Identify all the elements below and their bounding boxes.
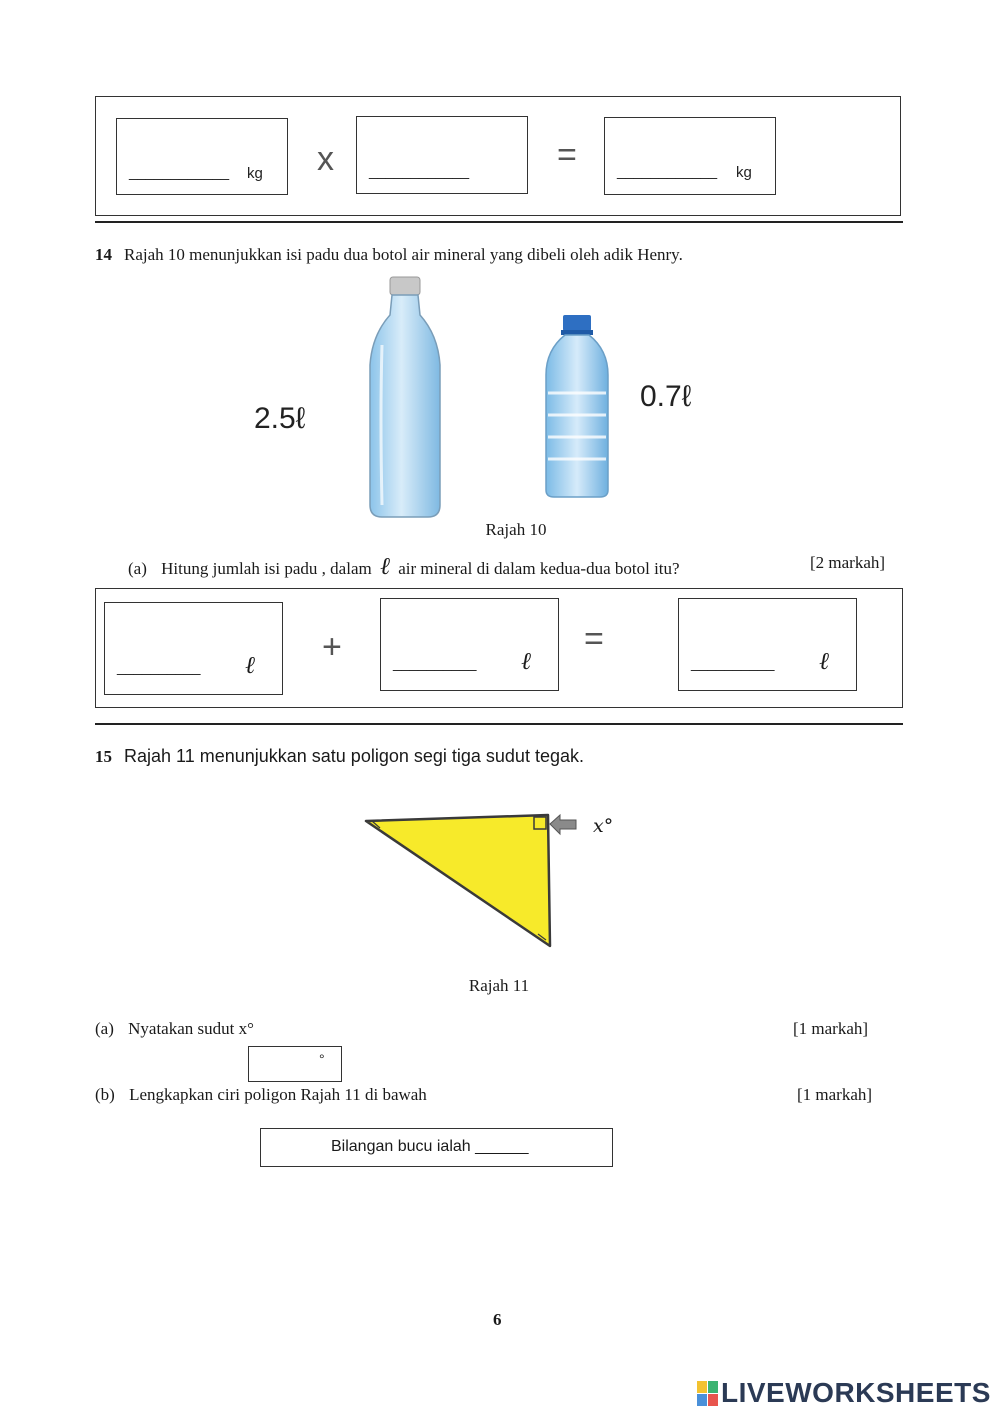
q13-blank2-box[interactable] (356, 116, 528, 194)
q14a-text-before: Hitung jumlah isi padu , dalam (161, 559, 372, 578)
q15a-answer-input[interactable] (248, 1046, 342, 1082)
q14-plus-sign: + (322, 628, 342, 666)
q15-number: 15 (95, 747, 112, 766)
q15b-label: (b) (95, 1085, 115, 1104)
small-bottle-icon (546, 315, 608, 497)
q15b-marks: [1 markah] (797, 1085, 873, 1104)
q14-unit2: ℓ (521, 647, 531, 675)
q14-text: Rajah 10 menunjukkan isi padu dua botol air mineral yang dibeli oleh adik Henry. (124, 245, 683, 264)
q15a-marks: [1 markah] (793, 1019, 869, 1038)
q13-multiply-sign: x (317, 140, 334, 178)
q15a-prompt (95, 1019, 254, 1039)
q14-equals-sign: = (584, 620, 604, 658)
q14-unit3: ℓ (819, 647, 829, 675)
q13-blank2: ____________ (369, 163, 470, 180)
small-bottle-label: 0.7ℓ (640, 380, 692, 413)
q13-unit1: kg (247, 165, 263, 182)
q14-blank2-box[interactable] (380, 598, 559, 691)
q14a-marks: [2 markah] (810, 553, 886, 572)
right-triangle-figure (360, 808, 600, 953)
q14-blank1: __________ (117, 659, 201, 676)
q14-question (95, 245, 683, 265)
q14-number: 14 (95, 245, 112, 264)
page-number: 6 (493, 1310, 502, 1329)
q13-unit3: kg (736, 164, 752, 181)
bottles-illustration (360, 275, 620, 523)
q15a-label: (a) (95, 1019, 114, 1038)
divider-2 (95, 723, 903, 725)
liveworksheets-brand: LIVEWORKSHEETS (721, 1377, 991, 1408)
large-bottle-label: 2.5ℓ (254, 402, 306, 435)
q14a-unit-symbol: ℓ (379, 552, 390, 580)
q14-blank1-box[interactable] (104, 602, 283, 695)
q13-blank1-box[interactable] (116, 118, 288, 195)
q14-blank3-box[interactable] (678, 598, 857, 691)
q14-blank3: __________ (691, 655, 775, 672)
q15b-answer-box[interactable] (260, 1128, 613, 1167)
q14a-label: (a) (128, 559, 147, 578)
q14a-prompt (128, 552, 680, 581)
liveworksheets-logo (697, 1378, 997, 1410)
q15b-text: Lengkapkan ciri poligon Rajah 11 di bawah (129, 1085, 427, 1104)
q14-blank2: __________ (393, 655, 477, 672)
q15b-answer-text: Bilangan bucu ialah ______ (331, 1138, 529, 1155)
figure11-caption: Rajah 11 (468, 976, 530, 995)
large-bottle-icon (370, 277, 440, 517)
arrow-icon (550, 815, 576, 834)
q13-blank3: ____________ (617, 163, 718, 180)
q13-blank3-box[interactable] (604, 117, 776, 195)
q15-text: Rajah 11 menunjukkan satu poligon segi tiga sudut tegak. (124, 746, 584, 766)
divider-1 (95, 221, 903, 223)
triangle-shape (366, 815, 550, 946)
q14-unit1: ℓ (245, 651, 255, 679)
liveworksheets-icon (697, 1381, 719, 1407)
q15a-text: Nyatakan sudut x° (128, 1019, 254, 1038)
q14a-text-after: air mineral di dalam kedua-dua botol itu? (398, 559, 680, 578)
angle-x-label: x° (593, 815, 614, 837)
q15-question (95, 746, 584, 767)
q13-equals-sign: = (557, 136, 577, 174)
q15b-prompt (95, 1085, 427, 1105)
q15a-degree-symbol: ° (319, 1051, 325, 1067)
figure10-caption: Rajah 10 (485, 520, 547, 539)
q13-blank1: ____________ (129, 164, 230, 181)
